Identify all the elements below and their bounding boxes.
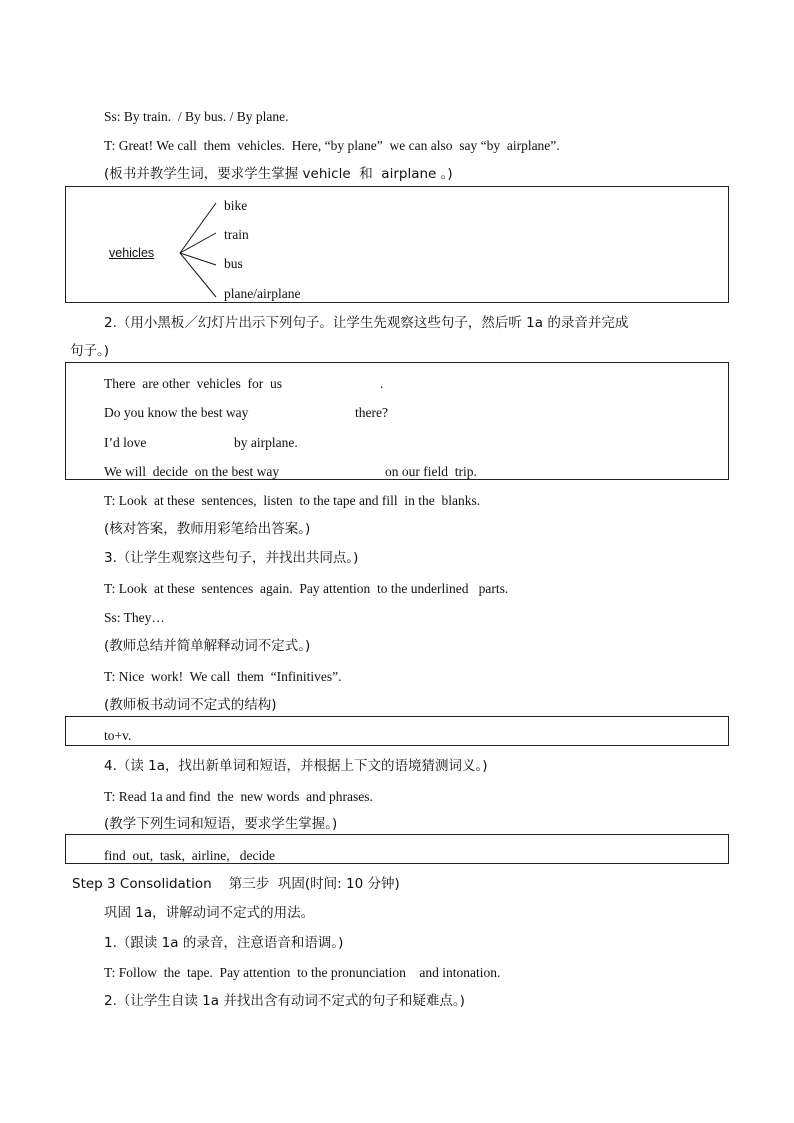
line-consolidate-step1: 1.（跟读 1a 的录音，注意语音和语调。) xyxy=(104,935,344,951)
line-step2-continued: 句子。) xyxy=(70,343,110,359)
line-consolidate-step2: 2.（让学生自读 1a 并找出含有动词不定式的句子和疑难点。) xyxy=(104,993,465,1009)
diagram-root-label: vehicles xyxy=(109,246,155,260)
branch-label-bus: bus xyxy=(224,256,243,271)
line-ss-they: Ss: They… xyxy=(104,610,165,625)
vehicles-diagram-box xyxy=(65,186,729,303)
sentence-3-end: by airplane. xyxy=(234,435,298,450)
line-teacher-listen: T: Look at these sentences, listen to the tape and fill in the blanks. xyxy=(104,493,481,508)
line-step4-instruction: 4.（读 1a，找出新单词和短语，并根据上下文的语境猜测词义。) xyxy=(104,758,488,774)
sentence-1: There are other vehicles for us xyxy=(104,376,283,391)
sentence-4: We will decide on the best way xyxy=(104,464,280,479)
line-teacher-great: T: Great! We call them vehicles. Here, “by plane” we can also say “by airplane”. xyxy=(104,138,560,153)
sentence-2: Do you know the best way xyxy=(104,405,249,420)
line-consolidate-1a: 巩固 1a，讲解动词不定式的用法。 xyxy=(104,905,315,921)
sentence-4-end: on our field trip. xyxy=(385,464,477,479)
branch-label-plane: plane/airplane xyxy=(224,286,301,301)
sentences-box xyxy=(65,362,729,480)
words-box xyxy=(65,834,729,864)
branch-line-train xyxy=(180,233,216,253)
words-text: find out, task, airline, decide xyxy=(104,848,275,863)
line-teacher-look-again: T: Look at these sentences again. Pay attention to the underlined parts. xyxy=(104,581,509,596)
line-board-note: (板书并教学生词，要求学生掌握 vehicle 和 airplane 。) xyxy=(104,166,453,182)
sentence-3: I’d love xyxy=(104,435,147,450)
branch-line-plane xyxy=(180,253,216,297)
line-teacher-summary: (教师总结并简单解释动词不定式。) xyxy=(104,638,311,654)
branch-line-bike xyxy=(180,203,216,253)
line-step2-instruction: 2.（用小黑板／幻灯片出示下列句子。让学生先观察这些句子，然后听 1a 的录音并完成 xyxy=(104,315,629,331)
sentence-1-end: . xyxy=(380,376,384,391)
structure-box xyxy=(65,716,729,746)
branch-label-bike: bike xyxy=(224,198,248,213)
line-step3-heading: Step 3 Consolidation 第三步 巩固(时间: 10 分钟) xyxy=(72,876,400,892)
line-teacher-follow: T: Follow the tape. Pay attention to the pronunciation and intonation. xyxy=(104,965,501,980)
line-board-structure: (教师板书动词不定式的结构) xyxy=(104,697,277,713)
sentence-2-end: there? xyxy=(355,405,388,420)
structure-text: to+v. xyxy=(104,728,132,743)
line-teacher-nice-work: T: Nice work! We call them “Infinitives”. xyxy=(104,669,342,684)
line-step3-instruction: 3.（让学生观察这些句子，并找出共同点。) xyxy=(104,550,359,566)
line-ss-answers: Ss: By train. / By bus. / By plane. xyxy=(104,109,289,124)
line-teach-words: (教学下列生词和短语，要求学生掌握。) xyxy=(104,816,338,832)
line-check-answers: (核对答案，教师用彩笔给出答案。) xyxy=(104,521,311,537)
line-teacher-read-1a: T: Read 1a and find the new words and phrases. xyxy=(104,789,373,804)
branch-label-train: train xyxy=(224,227,249,242)
